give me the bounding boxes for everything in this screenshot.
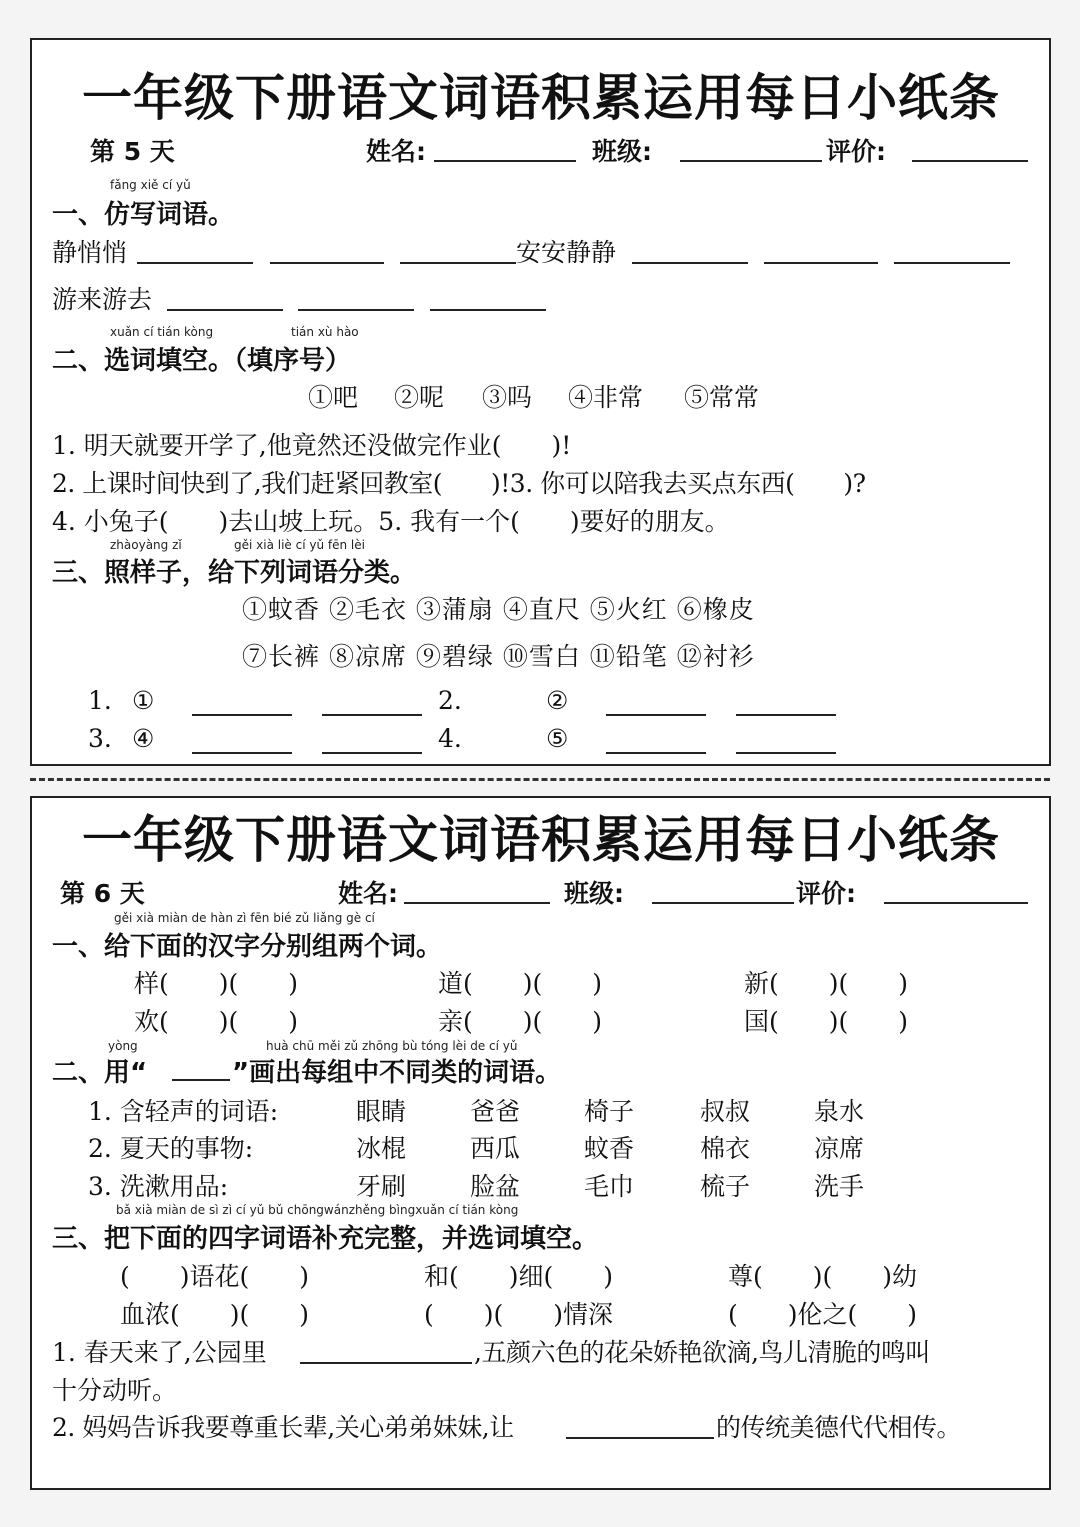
section-pinyin: xuǎn cí tián kòng bbox=[110, 325, 214, 339]
section-title: 二、选词填空。（填序号） bbox=[52, 346, 352, 376]
option: ①吧 bbox=[308, 383, 359, 412]
answer-blank[interactable] bbox=[736, 714, 836, 716]
word-list: ⑦长裤 ⑧凉席 ⑨碧绿 ⑩雪白 ⑪铅笔 ⑫衬衫 bbox=[242, 642, 755, 671]
word-group: 道( )( ) bbox=[438, 969, 603, 998]
answer-blank[interactable] bbox=[606, 714, 706, 716]
word-option[interactable]: 蚊香 bbox=[584, 1134, 635, 1163]
class-field[interactable] bbox=[652, 902, 794, 904]
answer-blank[interactable] bbox=[270, 262, 384, 264]
category-example: ④ bbox=[132, 724, 155, 753]
question: 的传统美德代代相传。 bbox=[716, 1413, 962, 1442]
category-number: 3. bbox=[88, 724, 112, 753]
answer-blank[interactable] bbox=[322, 752, 422, 754]
example-word: 静悄悄 bbox=[52, 238, 128, 267]
class-label: 班级: bbox=[592, 137, 652, 166]
section-title: 三、把下面的四字词语补充完整，并选词填空。 bbox=[52, 1224, 599, 1254]
answer-blank[interactable] bbox=[192, 752, 292, 754]
answer-blank[interactable] bbox=[606, 752, 706, 754]
day-label: 第 5 天 bbox=[90, 137, 175, 166]
word-option[interactable]: 洗手 bbox=[814, 1172, 865, 1201]
option: ③吗 bbox=[482, 383, 533, 412]
word-group: 亲( )( ) bbox=[438, 1007, 603, 1036]
question: 1. 春天来了,公园里 bbox=[52, 1338, 267, 1367]
word-option[interactable]: 爸爸 bbox=[470, 1097, 521, 1126]
cut-line bbox=[30, 778, 1050, 781]
eval-field[interactable] bbox=[912, 160, 1028, 162]
answer-blank[interactable] bbox=[894, 262, 1010, 264]
answer-blank[interactable] bbox=[192, 714, 292, 716]
word-option[interactable]: 泉水 bbox=[814, 1097, 865, 1126]
word-option[interactable]: 西瓜 bbox=[470, 1134, 521, 1163]
class-field[interactable] bbox=[680, 160, 822, 162]
section-pinyin: tián xù hào bbox=[291, 325, 359, 339]
word-option[interactable]: 脸盆 bbox=[470, 1172, 521, 1201]
section-pinyin: gěi xià miàn de hàn zì fēn bié zǔ liǎng gè cí bbox=[114, 911, 375, 925]
idiom-blank: ( )( )情深 bbox=[424, 1300, 614, 1329]
example-word: 游来游去 bbox=[52, 285, 153, 314]
answer-blank[interactable] bbox=[632, 262, 748, 264]
category-example: ① bbox=[132, 686, 155, 715]
underline-sample bbox=[172, 1079, 230, 1081]
answer-blank[interactable] bbox=[298, 309, 414, 311]
name-field[interactable] bbox=[404, 902, 550, 904]
word-group: 国( )( ) bbox=[744, 1007, 909, 1036]
answer-blank[interactable] bbox=[736, 752, 836, 754]
word-list: ①蚊香 ②毛衣 ③蒲扇 ④直尺 ⑤火红 ⑥橡皮 bbox=[242, 595, 755, 624]
idiom-blank: 尊( )( )幼 bbox=[728, 1262, 918, 1291]
option: ④非常 bbox=[568, 383, 644, 412]
answer-blank[interactable] bbox=[764, 262, 878, 264]
word-option[interactable]: 眼睛 bbox=[356, 1097, 407, 1126]
word-option[interactable]: 椅子 bbox=[584, 1097, 635, 1126]
row-label: 3. 洗漱用品: bbox=[88, 1172, 229, 1201]
section-pinyin: yòng bbox=[108, 1039, 138, 1053]
section-pinyin: gěi xià liè cí yǔ fēn lèi bbox=[234, 538, 365, 552]
answer-blank[interactable] bbox=[566, 1437, 714, 1439]
category-number: 4. bbox=[438, 724, 462, 753]
section-title: 二、用“ bbox=[52, 1058, 148, 1088]
question: 4. 小兔子( )去山坡上玩。5. 我有一个( )要好的朋友。 bbox=[52, 507, 730, 536]
section-pinyin: fǎng xiě cí yǔ bbox=[110, 178, 191, 192]
category-example: ⑤ bbox=[546, 724, 569, 753]
answer-blank[interactable] bbox=[400, 262, 516, 264]
word-option[interactable]: 叔叔 bbox=[700, 1097, 751, 1126]
word-option[interactable]: 棉衣 bbox=[700, 1134, 751, 1163]
answer-blank[interactable] bbox=[322, 714, 422, 716]
row-label: 2. 夏天的事物: bbox=[88, 1134, 254, 1163]
option: ②呢 bbox=[394, 383, 445, 412]
question: 2. 妈妈告诉我要尊重长辈,关心弟弟妹妹,让 bbox=[52, 1413, 514, 1442]
word-group: 新( )( ) bbox=[744, 969, 909, 998]
question: 1. 明天就要开学了,他竟然还没做完作业( )! bbox=[52, 431, 572, 460]
word-option[interactable]: 凉席 bbox=[814, 1134, 865, 1163]
section-title: 一、给下面的汉字分别组两个词。 bbox=[52, 932, 443, 962]
section-title: 一、仿写词语。 bbox=[52, 200, 235, 230]
eval-label: 评价: bbox=[826, 137, 886, 166]
answer-blank[interactable] bbox=[167, 309, 283, 311]
answer-blank[interactable] bbox=[137, 262, 253, 264]
eval-field[interactable] bbox=[884, 902, 1028, 904]
row-label: 1. 含轻声的词语: bbox=[88, 1097, 279, 1126]
example-word: 安安静静 bbox=[516, 238, 617, 267]
day-label: 第 6 天 bbox=[60, 879, 145, 908]
name-label: 姓名: bbox=[366, 137, 426, 166]
worksheet-title: 一年级下册语文词语积累运用每日小纸条 bbox=[82, 811, 1000, 869]
section-pinyin: zhàoyàng zǐ bbox=[110, 538, 182, 552]
category-number: 1. bbox=[88, 686, 112, 715]
class-label: 班级: bbox=[564, 879, 624, 908]
answer-blank[interactable] bbox=[430, 309, 546, 311]
question: 十分动听。 bbox=[52, 1376, 178, 1405]
question: 2. 上课时间快到了,我们赶紧回教室( )!3. 你可以陪我去买点东西( )? bbox=[52, 469, 866, 498]
word-option[interactable]: 牙刷 bbox=[356, 1172, 407, 1201]
question: ,五颜六色的花朵娇艳欲滴,鸟儿清脆的鸣叫 bbox=[474, 1338, 930, 1367]
word-group: 欢( )( ) bbox=[134, 1007, 299, 1036]
section-pinyin: bǎ xià miàn de sì zì cí yǔ bǔ chōngwánzhěng bìngxuǎn cí tián kòng bbox=[116, 1203, 519, 1217]
eval-label: 评价: bbox=[796, 879, 856, 908]
category-example: ② bbox=[546, 686, 569, 715]
section-pinyin: huà chū měi zǔ zhōng bù tóng lèi de cí yǔ bbox=[266, 1039, 518, 1053]
idiom-blank: 血浓( )( ) bbox=[120, 1300, 310, 1329]
section-title: 三、照样子，给下列词语分类。 bbox=[52, 558, 417, 588]
word-option[interactable]: 毛巾 bbox=[584, 1172, 635, 1201]
name-field[interactable] bbox=[434, 160, 576, 162]
idiom-blank: 和( )细( ) bbox=[424, 1262, 614, 1291]
word-group: 样( )( ) bbox=[134, 969, 299, 998]
name-label: 姓名: bbox=[338, 879, 398, 908]
option: ⑤常常 bbox=[684, 383, 760, 412]
section-title: ”画出每组中不同类的词语。 bbox=[232, 1058, 562, 1088]
idiom-blank: ( )伦之( ) bbox=[728, 1300, 918, 1329]
idiom-blank: ( )语花( ) bbox=[120, 1262, 310, 1291]
answer-blank[interactable] bbox=[300, 1362, 472, 1364]
word-option[interactable]: 冰棍 bbox=[356, 1134, 407, 1163]
word-option[interactable]: 梳子 bbox=[700, 1172, 751, 1201]
category-number: 2. bbox=[438, 686, 462, 715]
worksheet-title: 一年级下册语文词语积累运用每日小纸条 bbox=[82, 69, 1000, 127]
